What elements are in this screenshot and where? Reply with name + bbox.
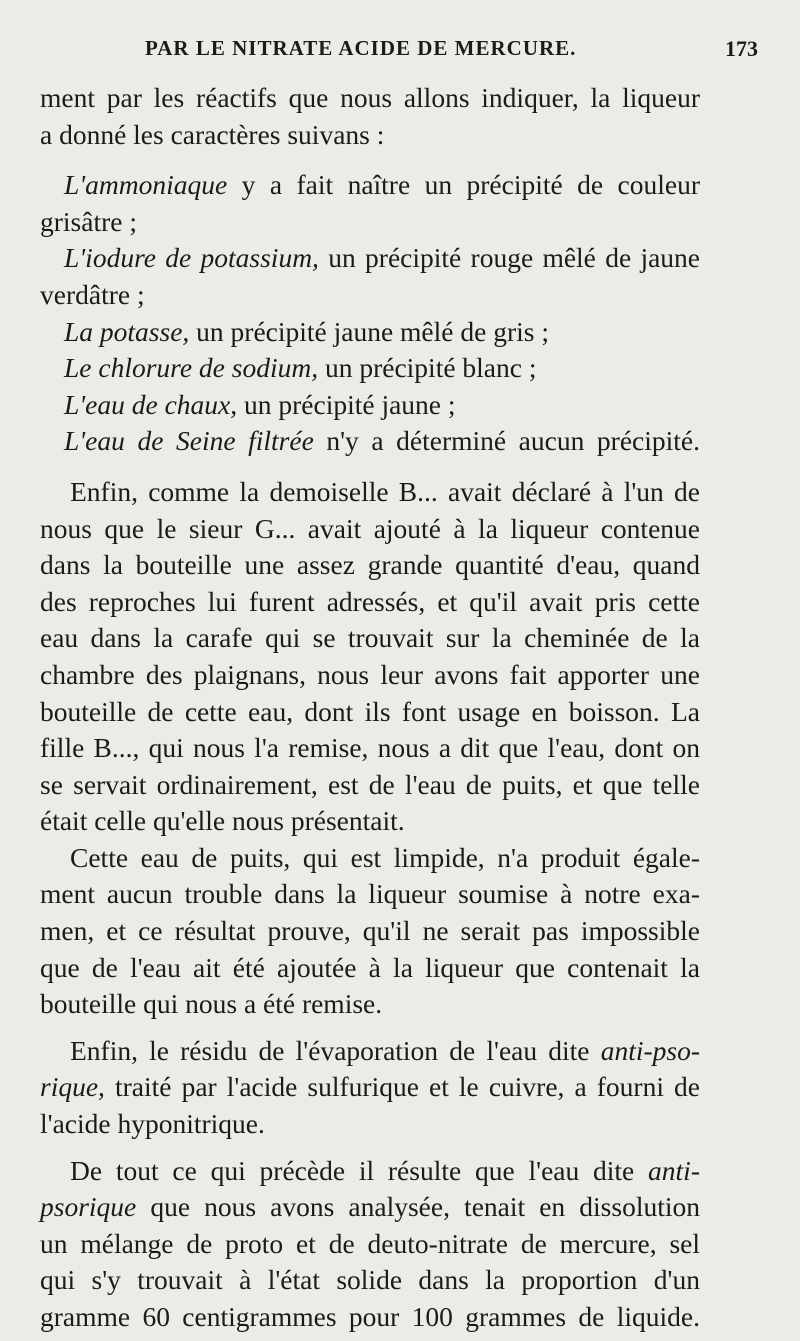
reagent-name: L'iodure de potassium,: [64, 242, 319, 274]
text-line: Enfin, le résidu de l'évaporation de l'eau dite anti-pso-: [70, 1034, 700, 1066]
text-line: eau dans la carafe qui se trouvait sur la cheminée de la: [40, 622, 700, 654]
text-line: l'acide hyponitrique.: [40, 1108, 265, 1140]
text-line: grisâtre ;: [40, 205, 137, 237]
text-line: a donné les caractères suivans :: [40, 118, 385, 150]
reagent-name: L'eau de chaux,: [64, 388, 238, 420]
text-line: L'eau de chaux, un précipité jaune ;: [64, 388, 456, 420]
text-line: De tout ce qui précède il résulte que l'eau dite anti-: [70, 1154, 700, 1186]
text-line: verdâtre ;: [40, 278, 145, 310]
text-line: dans la bouteille une assez grande quantité d'eau, quand: [40, 549, 700, 581]
reagent-name: La potasse,: [64, 315, 190, 347]
running-head: PAR LE NITRATE ACIDE DE MERCURE.: [145, 36, 577, 60]
text-line: chambre des plaignans, nous leur avons fait apporter une: [40, 658, 700, 690]
text-line: Enfin, comme la demoiselle B... avait déclaré à l'un de: [70, 475, 700, 507]
text-line: ment par les réactifs que nous allons indiquer, la liqueur: [40, 82, 700, 113]
body-text: [40, 80, 700, 1336]
reagent-name: L'ammoniaque: [64, 169, 228, 201]
text-line: que de l'eau ait été ajoutée à la liqueur que contenait la: [40, 951, 700, 983]
page-number: 173: [725, 36, 758, 61]
text-line: psorique que nous avons analysée, tenait en dissolution: [40, 1191, 700, 1223]
text-line: était celle qu'elle nous présentait.: [40, 805, 405, 837]
text-line: L'iodure de potassium, un précipité rouge mêlé de jaune: [64, 242, 701, 274]
text-line: L'ammoniaque y a fait naître un précipité de couleur: [64, 169, 700, 201]
text-line: gramme 60 centigrammes pour 100 grammes de liquide.: [40, 1301, 700, 1332]
reagent-name: L'eau de Seine filtrée: [64, 425, 314, 457]
text-line: La potasse, un précipité jaune mêlé de gris ;: [64, 315, 549, 347]
text-line: des reproches lui furent adressés, et qu'il avait pris cette: [40, 585, 700, 617]
text-line: bouteille de cette eau, dont ils font usage en boisson. La: [40, 695, 700, 727]
text-line: nous que le sieur G... avait ajouté à la liqueur contenue: [40, 512, 700, 544]
text-line: rique, traité par l'acide sulfurique et le cuivre, a fourni de: [40, 1071, 700, 1103]
text-line: Cette eau de puits, qui est limpide, n'a produit égale-: [70, 841, 700, 873]
text-line: un mélange de proto et de deuto-nitrate de mercure, sel: [40, 1227, 700, 1259]
text-line: L'eau de Seine filtrée n'y a déterminé aucun précipité.: [64, 425, 700, 457]
reagent-name: Le chlorure de sodium,: [64, 352, 319, 384]
text-line: Le chlorure de sodium, un précipité blanc ;: [64, 352, 537, 384]
text-line: bouteille qui nous a été remise.: [40, 988, 383, 1020]
text-line: ment aucun trouble dans la liqueur soumise à notre exa-: [40, 878, 700, 910]
text-line: qui s'y trouvait à l'état solide dans la proportion d'un: [40, 1264, 700, 1296]
text-line: men, et ce résultat prouve, qu'il ne serait pas impossible: [40, 915, 700, 947]
text-line: se servait ordinairement, est de l'eau de puits, et que telle: [40, 768, 700, 800]
text-line: fille B..., qui nous l'a remise, nous a dit que l'eau, dont on: [40, 732, 700, 764]
page-header: [40, 36, 758, 70]
